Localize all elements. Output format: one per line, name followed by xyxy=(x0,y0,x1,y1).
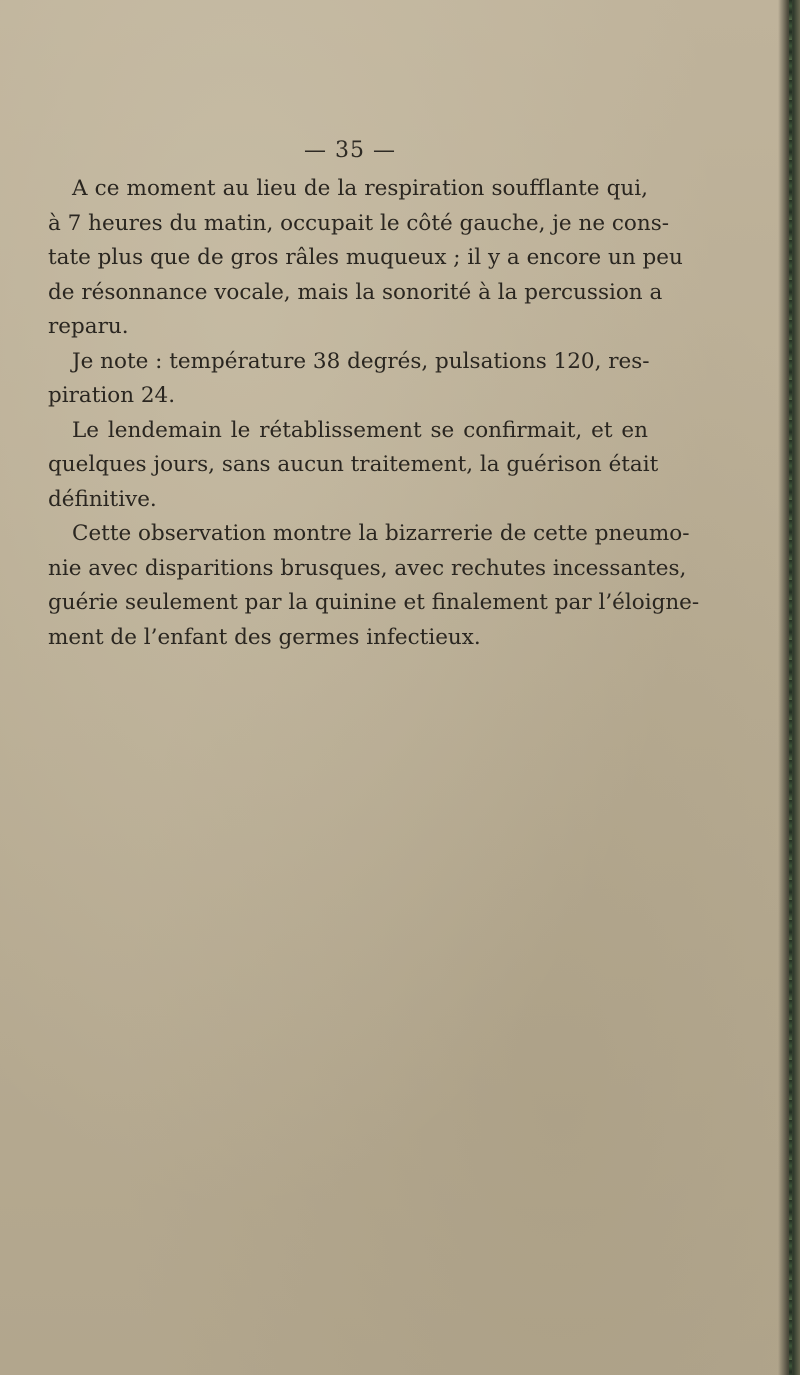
body-text xyxy=(48,172,700,655)
text-line: définitive. xyxy=(48,486,157,512)
text-line: nie avec disparitions brusques, avec rechutes incessantes, xyxy=(48,555,687,581)
text-line: guérie seulement par la quinine et finalement par l’éloigne- xyxy=(48,590,700,615)
page-binding-shadow xyxy=(789,0,792,1375)
text-line: Je note : température 38 degrés, pulsations 120, res- xyxy=(72,348,650,374)
text-line: quelques jours, sans aucun traitement, la guérison était xyxy=(48,452,659,477)
text-line: reparu. xyxy=(48,314,129,339)
page-number: — 35 — xyxy=(304,138,396,163)
text-line: à 7 heures du matin, occupait le côté gauche, je ne cons- xyxy=(48,210,670,236)
text-line: Le lendemain le rétablissement se confirmait, et en xyxy=(72,417,648,443)
text-line: tate plus que de gros râles muqueux ; il y a encore un peu xyxy=(48,245,683,270)
text-line: de résonnance vocale, mais la sonorité à la percussion a xyxy=(48,279,663,305)
text-line: A ce moment au lieu de la respiration soufflante qui, xyxy=(72,176,648,201)
text-line: piration 24. xyxy=(48,383,176,408)
text-line: ment de l’enfant des germes infectieux. xyxy=(48,624,481,650)
text-line: Cette observation montre la bizarrerie de cette pneumo- xyxy=(72,521,690,546)
